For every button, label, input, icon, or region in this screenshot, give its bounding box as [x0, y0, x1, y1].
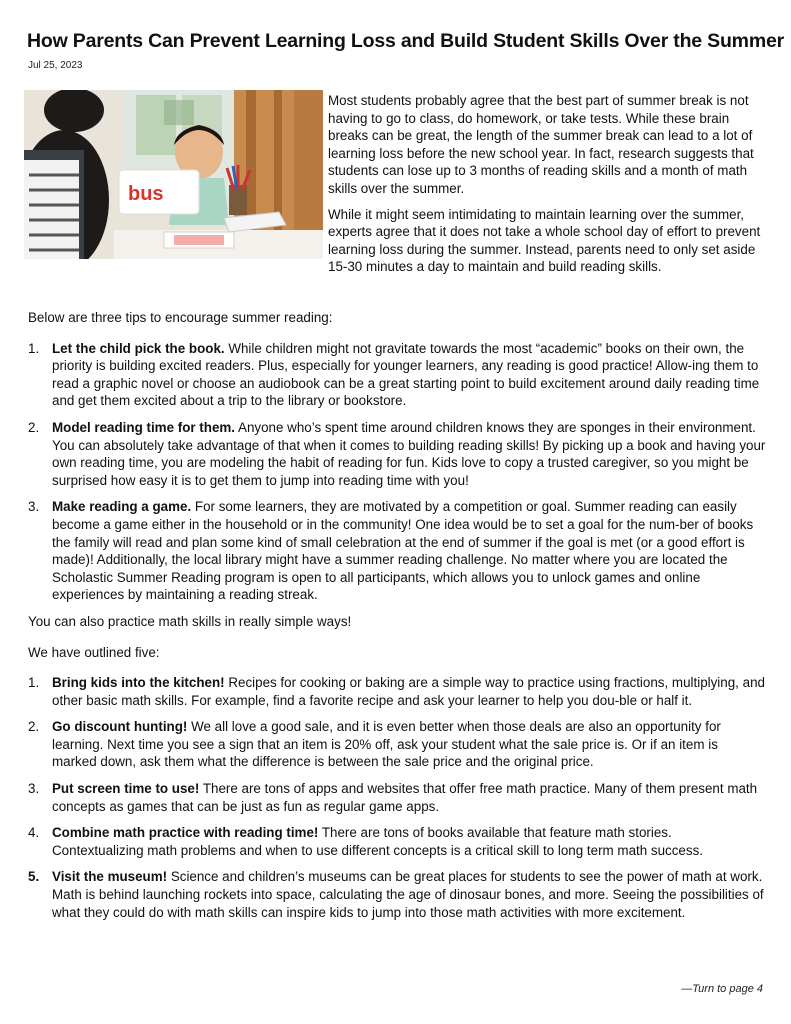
tip-heading: Visit the museum!	[52, 869, 168, 885]
tip-heading: Make reading a game.	[52, 499, 192, 515]
list-number: 2.	[28, 419, 40, 435]
tip-text: There are tons of books available that feature math stories. Contextualizing math problems and when to use different concepts is a critical skill to long term math success.	[52, 825, 703, 858]
tip-heading: Model reading time for them.	[52, 419, 236, 435]
list-item	[28, 340, 766, 410]
article-title: How Parents Can Prevent Learning Loss and Build Student Skills Over the Summer	[27, 30, 784, 52]
list-number: 2.	[28, 719, 40, 735]
article-photo	[24, 90, 323, 259]
list-number: 1.	[28, 340, 40, 356]
list-number: 3.	[28, 499, 40, 515]
intro-section	[328, 92, 763, 284]
list-item	[28, 718, 766, 771]
photo-card-text: bus	[128, 183, 164, 205]
list-number: 4.	[28, 825, 40, 841]
reading-lead: Below are three tips to encourage summer reading:	[28, 310, 333, 325]
list-number: 1.	[28, 675, 40, 691]
list-item	[28, 868, 766, 921]
list-item	[28, 498, 766, 604]
tip-text: Recipes for cooking or baking are a simple way to practice using fractions, multiplying, and other basic math skills. For example, find a favorite recipe and ask your learner to help you dou-ble or half it.	[52, 675, 765, 708]
list-item	[28, 674, 766, 709]
article-date: Jul 25, 2023	[28, 60, 83, 71]
tip-text: There are tons of apps and websites that offer free math practice. Many of them present math concepts as games that can be just as fun as regular game apps.	[52, 781, 758, 814]
math-lead: We have outlined five:	[28, 644, 160, 660]
tip-heading: Bring kids into the kitchen!	[52, 675, 225, 691]
tip-heading: Let the child pick the book.	[52, 340, 225, 356]
list-number: 5.	[28, 869, 40, 885]
list-number: 3.	[28, 781, 40, 797]
tip-heading: Go discount hunting!	[52, 719, 188, 735]
tip-heading: Combine math practice with reading time!	[52, 825, 319, 841]
tip-text: For some learners, they are motivated by a competition or goal. Summer reading can easily become a game either in the household or in the community! One idea would be to set a goal for the num-ber of books the family will read and plan some kind of small celebration at the end of summer if the goal is met (or a good effort is made)! Additionally, the local library might have a summer reading challenge. No matter where you are located the Scholastic Summer Reading program is open to all participants, which allows you to unlock games and online experiences by maintaining a reading streak.	[52, 499, 754, 603]
tip-heading: Put screen time to use!	[52, 781, 200, 797]
tip-text: Science and children’s museums can be great places for students to see the power of math at work. Math is behind launching rockets into space, calculating the age of dinosaur bones, and more. Seeing the possibilities of what they could do with math skills can inspire kids to jump into those math activities with more excitement.	[52, 869, 764, 920]
reading-tips-list	[28, 340, 766, 604]
math-tips-list	[28, 674, 766, 921]
intro-paragraph: While it might seem intimidating to maintain learning over the summer, experts agree that it does not take a whole school day of effort to prevent learning loss during the summer. Instead, parents need to only set aside 15-30 minutes a day to maintain and build reading skills.	[328, 206, 761, 275]
tip-text: While children might not gravitate towards the most “academic” books on their own, the priority is building excited readers. Plus, especially for younger learners, any reading is good practice! Allow-ing them to read a graphic novel or choose an audiobook can be a great starting point to build excitement around daily reading time and get them excited about a trip to the library or bookstore.	[52, 340, 760, 409]
list-item	[28, 824, 766, 859]
math-intro: You can also practice math skills in really simple ways!	[28, 613, 352, 629]
tip-text: Anyone who’s spent time around children knows they are sponges in their environment. You can absolutely take advantage of that when it comes to building reading skills! By picking up a book and having your own reading time, you are modeling the habit of reading for fun. Kids love to copy a trusted caregiver, so you might be surprised how easy it is to get them to jump into reading time with you!	[52, 419, 766, 488]
continued-note: —Turn to page 4	[681, 983, 763, 995]
list-item	[28, 419, 766, 489]
tip-text: We all love a good sale, and it is even better when those deals are also an opportunity for learning. Next time you see a sign that an item is 20% off, ask your student what the sale price is. Or if an item is marked down, ask them what the difference is between the sale price and the original price.	[52, 719, 721, 770]
list-item	[28, 780, 766, 815]
article-body	[28, 309, 766, 930]
intro-paragraph: Most students probably agree that the best part of summer break is not having to go to class, do homework, or take tests. While these brain breaks can be great, the length of the summer break can lead to a lot of learning loss before the new school year. In fact, research suggests that students can lose up to 3 months of reading skills and a month of math skills over the summer.	[328, 93, 754, 196]
